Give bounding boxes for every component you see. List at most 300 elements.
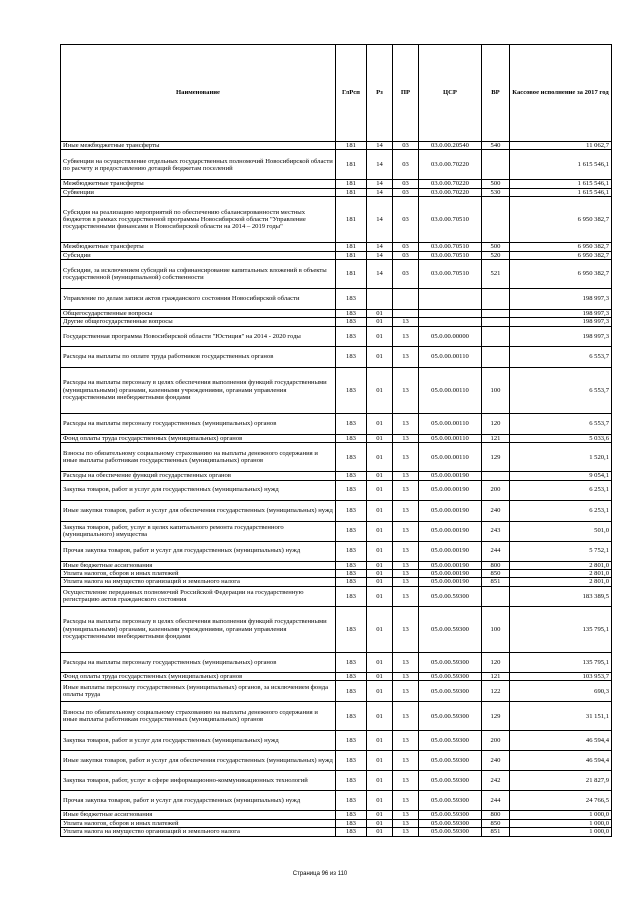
header-name: Наименование bbox=[61, 45, 336, 142]
row-csr-cell: 05.0.00.59300 bbox=[419, 828, 482, 836]
header-grs: ГлРсп bbox=[336, 45, 367, 142]
row-name-cell: Межбюджетные трансферты bbox=[61, 180, 336, 188]
row-grs-cell: 183 bbox=[336, 434, 367, 442]
row-amount-cell: 21 827,9 bbox=[510, 771, 612, 791]
row-vr-cell bbox=[482, 289, 510, 310]
row-name-cell: Расходы на выплаты персоналу государственных (муниципальных) органов bbox=[61, 652, 336, 672]
row-grs-cell: 181 bbox=[336, 180, 367, 188]
row-amount-cell: 6 553,7 bbox=[510, 346, 612, 367]
row-pr-cell: 13 bbox=[393, 828, 419, 836]
row-pr-cell: 13 bbox=[393, 326, 419, 346]
row-rz-cell: 01 bbox=[367, 570, 393, 578]
row-rz-cell: 01 bbox=[367, 606, 393, 652]
table-row bbox=[61, 443, 612, 472]
row-rz-cell: 01 bbox=[367, 672, 393, 680]
row-amount-cell: 135 795,1 bbox=[510, 652, 612, 672]
row-vr-cell: 120 bbox=[482, 652, 510, 672]
row-grs-cell: 183 bbox=[336, 828, 367, 836]
table-row bbox=[61, 586, 612, 606]
table-row bbox=[61, 310, 612, 318]
row-amount-cell: 1 615 546,1 bbox=[510, 188, 612, 196]
table-row bbox=[61, 828, 612, 836]
row-pr-cell: 03 bbox=[393, 260, 419, 289]
row-rz-cell: 01 bbox=[367, 318, 393, 326]
row-rz-cell: 01 bbox=[367, 367, 393, 413]
row-csr-cell: 05.0.00.59300 bbox=[419, 771, 482, 791]
row-amount-cell: 5 752,1 bbox=[510, 541, 612, 561]
row-grs-cell: 183 bbox=[336, 578, 367, 586]
table-row bbox=[61, 791, 612, 811]
row-csr-cell: 05.0.00.00110 bbox=[419, 413, 482, 434]
row-name-cell: Закупка товаров, работ и услуг для государственных (муниципальных) нужд bbox=[61, 480, 336, 500]
row-name-cell: Взносы по обязательному социальному страхованию на выплаты денежного содержания и иные выплаты работникам государственных (муниципальных) органов bbox=[61, 443, 336, 472]
table-row bbox=[61, 142, 612, 150]
table-row bbox=[61, 188, 612, 196]
table-row bbox=[61, 367, 612, 413]
row-grs-cell: 183 bbox=[336, 811, 367, 819]
row-rz-cell: 01 bbox=[367, 413, 393, 434]
table-row bbox=[61, 480, 612, 500]
row-name-cell: Прочая закупка товаров, работ и услуг для государственных (муниципальных) нужд bbox=[61, 791, 336, 811]
row-csr-cell: 03.0.00.70220 bbox=[419, 188, 482, 196]
row-pr-cell: 03 bbox=[393, 243, 419, 251]
row-vr-cell: 244 bbox=[482, 791, 510, 811]
row-name-cell: Иные межбюджетные трансферты bbox=[61, 142, 336, 150]
row-vr-cell: 850 bbox=[482, 819, 510, 827]
row-amount-cell: 6 553,7 bbox=[510, 413, 612, 434]
row-name-cell: Фонд оплаты труда государственных (муниципальных) органов bbox=[61, 672, 336, 680]
row-pr-cell: 13 bbox=[393, 367, 419, 413]
row-name-cell: Уплата налогов, сборов и иных платежей bbox=[61, 819, 336, 827]
row-rz-cell: 01 bbox=[367, 472, 393, 480]
row-rz-cell: 01 bbox=[367, 541, 393, 561]
row-name-cell: Субсидия на реализацию мероприятий по обеспечению сбалансированности местных бюджетов в рамках государственной программы Новосибирской области "Управление государственными финансами в Новосибирской области на 2014 – 2019 годы" bbox=[61, 197, 336, 243]
table-row bbox=[61, 751, 612, 771]
row-pr-cell: 13 bbox=[393, 811, 419, 819]
row-csr-cell: 05.0.00.00190 bbox=[419, 500, 482, 521]
row-amount-cell: 1 520,1 bbox=[510, 443, 612, 472]
row-amount-cell: 46 594,4 bbox=[510, 751, 612, 771]
table-row bbox=[61, 346, 612, 367]
row-name-cell: Закупка товаров, работ, услуг в сфере информационно-коммуникационных технологий bbox=[61, 771, 336, 791]
row-grs-cell: 183 bbox=[336, 310, 367, 318]
row-rz-cell: 01 bbox=[367, 346, 393, 367]
row-pr-cell: 13 bbox=[393, 672, 419, 680]
table-row bbox=[61, 326, 612, 346]
row-amount-cell: 9 054,1 bbox=[510, 472, 612, 480]
row-vr-cell: 800 bbox=[482, 811, 510, 819]
row-grs-cell: 181 bbox=[336, 188, 367, 196]
row-amount-cell: 6 950 382,7 bbox=[510, 251, 612, 259]
row-pr-cell: 13 bbox=[393, 586, 419, 606]
row-rz-cell: 01 bbox=[367, 811, 393, 819]
row-amount-cell: 2 801,0 bbox=[510, 561, 612, 569]
row-rz-cell: 14 bbox=[367, 142, 393, 150]
row-grs-cell: 183 bbox=[336, 751, 367, 771]
row-csr-cell bbox=[419, 289, 482, 310]
row-vr-cell: 530 bbox=[482, 188, 510, 196]
row-csr-cell: 05.0.00.59300 bbox=[419, 681, 482, 702]
row-rz-cell: 01 bbox=[367, 771, 393, 791]
header-vr: ВР bbox=[482, 45, 510, 142]
row-name-cell: Уплата налога на имущество организаций и земельного налога bbox=[61, 828, 336, 836]
row-vr-cell bbox=[482, 346, 510, 367]
row-amount-cell: 1 000,0 bbox=[510, 811, 612, 819]
row-csr-cell: 03.0.00.70220 bbox=[419, 150, 482, 180]
row-grs-cell: 183 bbox=[336, 318, 367, 326]
row-name-cell: Иные бюджетные ассигнования bbox=[61, 561, 336, 569]
table-row bbox=[61, 150, 612, 180]
row-csr-cell: 03.0.00.70220 bbox=[419, 180, 482, 188]
row-grs-cell: 183 bbox=[336, 443, 367, 472]
row-name-cell: Иные закупки товаров, работ и услуг для обеспечения государственных (муниципальных) нужд bbox=[61, 751, 336, 771]
row-csr-cell: 05.0.00.59300 bbox=[419, 652, 482, 672]
row-pr-cell: 13 bbox=[393, 791, 419, 811]
row-rz-cell: 14 bbox=[367, 260, 393, 289]
row-pr-cell: 13 bbox=[393, 570, 419, 578]
row-rz-cell: 01 bbox=[367, 681, 393, 702]
row-vr-cell bbox=[482, 472, 510, 480]
row-csr-cell: 05.0.00.59300 bbox=[419, 606, 482, 652]
row-rz-cell: 14 bbox=[367, 243, 393, 251]
row-grs-cell: 183 bbox=[336, 326, 367, 346]
row-grs-cell: 183 bbox=[336, 771, 367, 791]
row-grs-cell: 183 bbox=[336, 541, 367, 561]
row-csr-cell: 03.0.00.70510 bbox=[419, 260, 482, 289]
row-vr-cell: 851 bbox=[482, 828, 510, 836]
table-row bbox=[61, 180, 612, 188]
row-csr-cell: 05.0.00.00190 bbox=[419, 480, 482, 500]
row-name-cell: Иные выплаты персоналу государственных (муниципальных) органов, за исключением фонда оплаты труда bbox=[61, 681, 336, 702]
header-csr: ЦСР bbox=[419, 45, 482, 142]
row-rz-cell: 01 bbox=[367, 326, 393, 346]
row-rz-cell: 14 bbox=[367, 251, 393, 259]
row-vr-cell: 120 bbox=[482, 413, 510, 434]
header-pr: ПР bbox=[393, 45, 419, 142]
row-vr-cell: 800 bbox=[482, 561, 510, 569]
row-vr-cell: 240 bbox=[482, 500, 510, 521]
row-name-cell: Закупка товаров, работ и услуг для государственных (муниципальных) нужд bbox=[61, 731, 336, 751]
row-vr-cell: 851 bbox=[482, 578, 510, 586]
row-pr-cell: 13 bbox=[393, 771, 419, 791]
table-row bbox=[61, 413, 612, 434]
row-pr-cell: 13 bbox=[393, 561, 419, 569]
row-name-cell: Субсидии bbox=[61, 251, 336, 259]
row-csr-cell: 05.0.00.00110 bbox=[419, 367, 482, 413]
row-name-cell: Расходы на выплаты персоналу в целях обеспечения выполнения функций государственными (муниципальными) органами, казенными учреждениями, органами управления государственными внебюджетными фондами bbox=[61, 367, 336, 413]
row-vr-cell: 200 bbox=[482, 480, 510, 500]
table-row bbox=[61, 243, 612, 251]
row-amount-cell: 1 000,0 bbox=[510, 828, 612, 836]
row-csr-cell: 03.0.00.70510 bbox=[419, 243, 482, 251]
row-name-cell: Управление по делам записи актов гражданского состояния Новосибирской области bbox=[61, 289, 336, 310]
row-csr-cell: 05.0.00.00190 bbox=[419, 570, 482, 578]
row-amount-cell: 183 389,5 bbox=[510, 586, 612, 606]
row-amount-cell: 6 253,1 bbox=[510, 500, 612, 521]
row-grs-cell: 183 bbox=[336, 570, 367, 578]
row-rz-cell: 01 bbox=[367, 586, 393, 606]
row-pr-cell: 03 bbox=[393, 150, 419, 180]
row-rz-cell: 01 bbox=[367, 310, 393, 318]
row-grs-cell: 183 bbox=[336, 672, 367, 680]
row-pr-cell: 13 bbox=[393, 472, 419, 480]
row-rz-cell: 01 bbox=[367, 500, 393, 521]
table-row bbox=[61, 472, 612, 480]
row-rz-cell: 01 bbox=[367, 828, 393, 836]
table-row bbox=[61, 652, 612, 672]
row-pr-cell: 03 bbox=[393, 180, 419, 188]
row-amount-cell: 46 594,4 bbox=[510, 731, 612, 751]
row-name-cell: Прочая закупка товаров, работ и услуг для государственных (муниципальных) нужд bbox=[61, 541, 336, 561]
row-pr-cell: 13 bbox=[393, 413, 419, 434]
row-amount-cell: 198 997,3 bbox=[510, 326, 612, 346]
row-vr-cell bbox=[482, 586, 510, 606]
header-amount: Кассовое исполнение за 2017 год bbox=[510, 45, 612, 142]
row-csr-cell: 03.0.00.70510 bbox=[419, 251, 482, 259]
row-pr-cell: 03 bbox=[393, 142, 419, 150]
row-csr-cell: 05.0.00.00110 bbox=[419, 434, 482, 442]
table-row bbox=[61, 819, 612, 827]
row-name-cell: Другие общегосударственные вопросы bbox=[61, 318, 336, 326]
row-name-cell: Уплата налогов, сборов и иных платежей bbox=[61, 570, 336, 578]
row-grs-cell: 183 bbox=[336, 480, 367, 500]
row-csr-cell: 05.0.00.59300 bbox=[419, 731, 482, 751]
row-pr-cell: 13 bbox=[393, 702, 419, 731]
row-name-cell: Расходы на выплаты персоналу государственных (муниципальных) органов bbox=[61, 413, 336, 434]
row-vr-cell bbox=[482, 150, 510, 180]
row-pr-cell bbox=[393, 310, 419, 318]
row-name-cell: Субвенции на осуществление отдельных государственных полномочий Новосибирской области по расчету и предоставлению дотаций бюджетам поселений bbox=[61, 150, 336, 180]
row-grs-cell: 181 bbox=[336, 142, 367, 150]
table-row bbox=[61, 702, 612, 731]
row-grs-cell: 183 bbox=[336, 606, 367, 652]
row-csr-cell: 05.0.00.00190 bbox=[419, 561, 482, 569]
row-grs-cell: 183 bbox=[336, 472, 367, 480]
table-header-row bbox=[61, 45, 612, 142]
table-row bbox=[61, 541, 612, 561]
row-rz-cell: 01 bbox=[367, 791, 393, 811]
row-name-cell: Иные закупки товаров, работ и услуг для обеспечения государственных (муниципальных) нужд bbox=[61, 500, 336, 521]
row-rz-cell: 14 bbox=[367, 188, 393, 196]
row-vr-cell: 129 bbox=[482, 443, 510, 472]
row-pr-cell: 13 bbox=[393, 318, 419, 326]
row-vr-cell bbox=[482, 310, 510, 318]
row-vr-cell bbox=[482, 326, 510, 346]
row-rz-cell: 14 bbox=[367, 150, 393, 180]
row-vr-cell: 500 bbox=[482, 180, 510, 188]
row-csr-cell: 05.0.00.00110 bbox=[419, 443, 482, 472]
row-name-cell: Взносы по обязательному социальному страхованию на выплаты денежного содержания и иные выплаты работникам государственных (муниципальных) органов bbox=[61, 702, 336, 731]
row-name-cell: Межбюджетные трансферты bbox=[61, 243, 336, 251]
row-rz-cell: 01 bbox=[367, 751, 393, 771]
row-name-cell: Уплата налога на имущество организаций и земельного налога bbox=[61, 578, 336, 586]
row-amount-cell: 6 950 382,7 bbox=[510, 243, 612, 251]
row-vr-cell: 121 bbox=[482, 672, 510, 680]
row-grs-cell: 183 bbox=[336, 681, 367, 702]
row-csr-cell: 05.0.00.59300 bbox=[419, 702, 482, 731]
row-name-cell: Закупка товаров, работ, услуг в целях капитального ремонта государственного (муниципального) имущества bbox=[61, 521, 336, 541]
table-row bbox=[61, 672, 612, 680]
table-row bbox=[61, 606, 612, 652]
row-grs-cell: 181 bbox=[336, 251, 367, 259]
row-grs-cell: 183 bbox=[336, 791, 367, 811]
row-amount-cell: 6 253,1 bbox=[510, 480, 612, 500]
row-csr-cell: 05.0.00.59300 bbox=[419, 751, 482, 771]
row-vr-cell: 129 bbox=[482, 702, 510, 731]
row-csr-cell: 05.0.00.00190 bbox=[419, 578, 482, 586]
row-rz-cell: 01 bbox=[367, 434, 393, 442]
table-row bbox=[61, 681, 612, 702]
row-name-cell: Общегосударственные вопросы bbox=[61, 310, 336, 318]
row-amount-cell: 6 950 382,7 bbox=[510, 260, 612, 289]
row-grs-cell: 183 bbox=[336, 819, 367, 827]
row-grs-cell: 183 bbox=[336, 413, 367, 434]
row-vr-cell: 243 bbox=[482, 521, 510, 541]
table-row bbox=[61, 500, 612, 521]
row-pr-cell: 03 bbox=[393, 188, 419, 196]
row-csr-cell: 05.0.00.00000 bbox=[419, 326, 482, 346]
row-vr-cell: 240 bbox=[482, 751, 510, 771]
table-row bbox=[61, 251, 612, 259]
row-amount-cell: 690,3 bbox=[510, 681, 612, 702]
row-pr-cell: 13 bbox=[393, 731, 419, 751]
row-vr-cell: 100 bbox=[482, 367, 510, 413]
table-row bbox=[61, 811, 612, 819]
row-pr-cell: 03 bbox=[393, 251, 419, 259]
table-row bbox=[61, 434, 612, 442]
row-rz-cell bbox=[367, 289, 393, 310]
header-rz: Рз bbox=[367, 45, 393, 142]
page-number: Страница 96 из 110 bbox=[292, 871, 348, 877]
row-amount-cell: 1 615 546,1 bbox=[510, 180, 612, 188]
row-grs-cell: 181 bbox=[336, 243, 367, 251]
row-rz-cell: 14 bbox=[367, 180, 393, 188]
row-vr-cell: 122 bbox=[482, 681, 510, 702]
row-vr-cell: 850 bbox=[482, 570, 510, 578]
row-vr-cell bbox=[482, 197, 510, 243]
table-row bbox=[61, 570, 612, 578]
row-csr-cell: 05.0.00.59300 bbox=[419, 811, 482, 819]
row-rz-cell: 01 bbox=[367, 652, 393, 672]
row-pr-cell: 13 bbox=[393, 652, 419, 672]
row-csr-cell: 05.0.00.59300 bbox=[419, 672, 482, 680]
row-rz-cell: 14 bbox=[367, 197, 393, 243]
row-grs-cell: 183 bbox=[336, 500, 367, 521]
row-amount-cell: 24 766,5 bbox=[510, 791, 612, 811]
row-csr-cell: 03.0.00.20540 bbox=[419, 142, 482, 150]
row-rz-cell: 01 bbox=[367, 480, 393, 500]
row-rz-cell: 01 bbox=[367, 731, 393, 751]
row-grs-cell: 181 bbox=[336, 150, 367, 180]
row-grs-cell: 183 bbox=[336, 367, 367, 413]
row-grs-cell: 183 bbox=[336, 731, 367, 751]
row-vr-cell: 200 bbox=[482, 731, 510, 751]
row-vr-cell: 520 bbox=[482, 251, 510, 259]
row-name-cell: Расходы на выплаты персоналу в целях обеспечения выполнения функций государственными (муниципальными) органами, казенными учреждениями, органами управления государственными внебюджетными фондами bbox=[61, 606, 336, 652]
row-name-cell: Осуществление переданных полномочий Российской Федерации на государственную регистрацию актов гражданского состояния bbox=[61, 586, 336, 606]
row-csr-cell: 05.0.00.59300 bbox=[419, 586, 482, 606]
row-pr-cell: 13 bbox=[393, 443, 419, 472]
row-amount-cell: 198 997,3 bbox=[510, 289, 612, 310]
row-name-cell: Субвенции bbox=[61, 188, 336, 196]
row-name-cell: Государственная программа Новосибирской области "Юстиция" на 2014 - 2020 годы bbox=[61, 326, 336, 346]
row-vr-cell bbox=[482, 318, 510, 326]
row-amount-cell: 1 615 546,1 bbox=[510, 150, 612, 180]
row-amount-cell: 11 062,7 bbox=[510, 142, 612, 150]
row-grs-cell: 183 bbox=[336, 289, 367, 310]
table-row bbox=[61, 521, 612, 541]
row-csr-cell bbox=[419, 318, 482, 326]
row-csr-cell: 05.0.00.59300 bbox=[419, 791, 482, 811]
table-row bbox=[61, 771, 612, 791]
row-csr-cell: 03.0.00.70510 bbox=[419, 197, 482, 243]
row-grs-cell: 183 bbox=[336, 346, 367, 367]
row-amount-cell: 198 997,3 bbox=[510, 310, 612, 318]
row-rz-cell: 01 bbox=[367, 561, 393, 569]
row-pr-cell: 13 bbox=[393, 751, 419, 771]
row-pr-cell: 13 bbox=[393, 434, 419, 442]
row-amount-cell: 135 795,1 bbox=[510, 606, 612, 652]
row-pr-cell: 13 bbox=[393, 541, 419, 561]
row-amount-cell: 5 033,6 bbox=[510, 434, 612, 442]
row-pr-cell: 13 bbox=[393, 606, 419, 652]
table-row bbox=[61, 197, 612, 243]
row-name-cell: Иные бюджетные ассигнования bbox=[61, 811, 336, 819]
row-grs-cell: 181 bbox=[336, 197, 367, 243]
row-rz-cell: 01 bbox=[367, 702, 393, 731]
row-amount-cell: 2 801,0 bbox=[510, 578, 612, 586]
row-pr-cell: 13 bbox=[393, 500, 419, 521]
row-grs-cell: 181 bbox=[336, 260, 367, 289]
row-csr-cell: 05.0.00.59300 bbox=[419, 819, 482, 827]
row-pr-cell: 13 bbox=[393, 521, 419, 541]
row-vr-cell: 100 bbox=[482, 606, 510, 652]
table-row bbox=[61, 561, 612, 569]
row-vr-cell: 521 bbox=[482, 260, 510, 289]
row-csr-cell: 05.0.00.00190 bbox=[419, 521, 482, 541]
row-csr-cell bbox=[419, 310, 482, 318]
table-row bbox=[61, 260, 612, 289]
row-grs-cell: 183 bbox=[336, 521, 367, 541]
row-amount-cell: 103 953,7 bbox=[510, 672, 612, 680]
row-pr-cell: 13 bbox=[393, 480, 419, 500]
row-amount-cell: 6 553,7 bbox=[510, 367, 612, 413]
table-row bbox=[61, 731, 612, 751]
row-pr-cell: 13 bbox=[393, 578, 419, 586]
row-rz-cell: 01 bbox=[367, 443, 393, 472]
row-amount-cell: 6 950 382,7 bbox=[510, 197, 612, 243]
table-row bbox=[61, 318, 612, 326]
row-rz-cell: 01 bbox=[367, 521, 393, 541]
row-csr-cell: 05.0.00.00190 bbox=[419, 541, 482, 561]
row-amount-cell: 501,0 bbox=[510, 521, 612, 541]
row-csr-cell: 05.0.00.00190 bbox=[419, 472, 482, 480]
row-amount-cell: 198 997,3 bbox=[510, 318, 612, 326]
row-name-cell: Фонд оплаты труда государственных (муниципальных) органов bbox=[61, 434, 336, 442]
row-grs-cell: 183 bbox=[336, 586, 367, 606]
table-row bbox=[61, 289, 612, 310]
row-pr-cell: 03 bbox=[393, 197, 419, 243]
row-pr-cell bbox=[393, 289, 419, 310]
row-grs-cell: 183 bbox=[336, 702, 367, 731]
row-pr-cell: 13 bbox=[393, 819, 419, 827]
row-amount-cell: 1 000,0 bbox=[510, 819, 612, 827]
row-vr-cell: 500 bbox=[482, 243, 510, 251]
table-row bbox=[61, 578, 612, 586]
row-grs-cell: 183 bbox=[336, 561, 367, 569]
row-amount-cell: 2 801,0 bbox=[510, 570, 612, 578]
row-vr-cell: 540 bbox=[482, 142, 510, 150]
